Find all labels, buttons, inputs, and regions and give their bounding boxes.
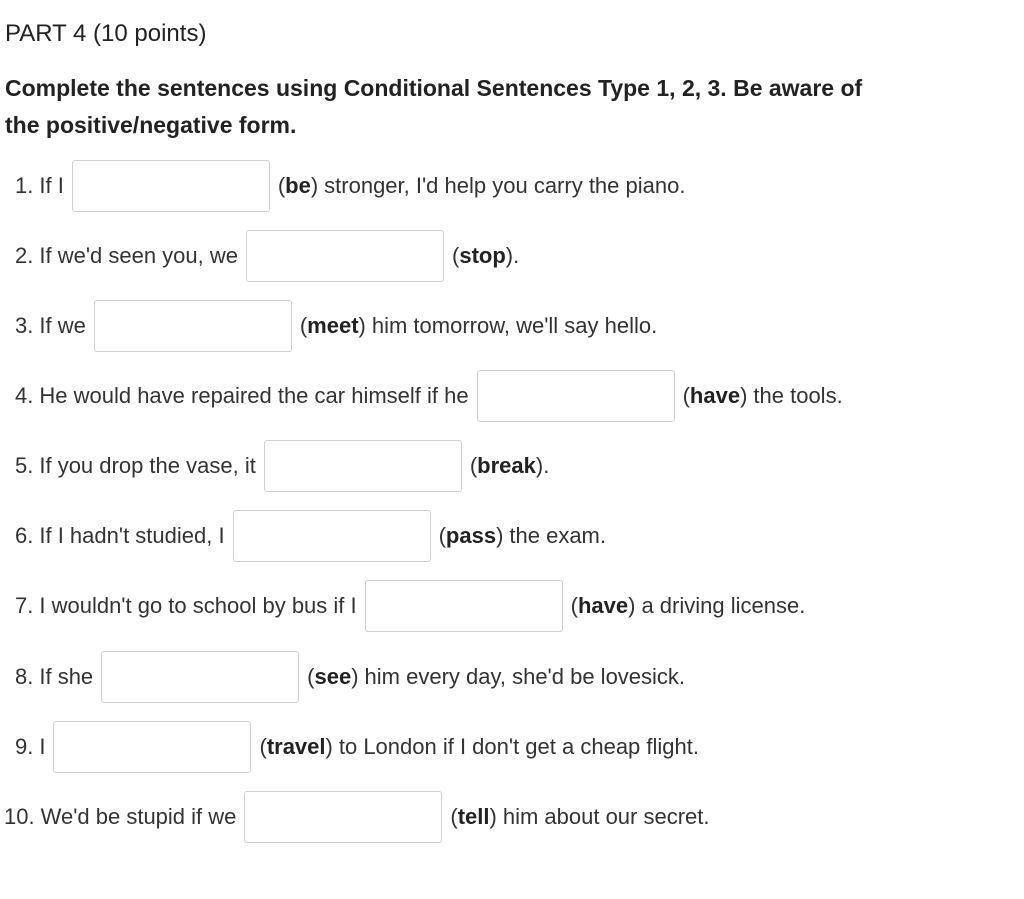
question-text-before: If we'd seen you, we xyxy=(39,243,239,268)
verb-hint: (stop) xyxy=(452,243,514,268)
question-number: 10. xyxy=(4,804,35,829)
verb-hint: (have) xyxy=(570,593,636,618)
question-number: 8. xyxy=(15,664,34,689)
question-number: 7. xyxy=(15,593,34,618)
question-number: 2. xyxy=(15,243,34,268)
question-text-after: him tomorrow, we'll say hello. xyxy=(371,313,658,338)
verb-hint-word: stop xyxy=(459,243,506,268)
verb-hint-word: travel xyxy=(266,734,326,759)
question-text-after: . xyxy=(513,243,520,268)
question-text-before: I wouldn't go to school by bus if I xyxy=(39,593,357,618)
question-8 xyxy=(15,650,685,704)
verb-hint: (meet) xyxy=(299,313,366,338)
question-text-before: He would have repaired the car himself if he xyxy=(39,383,469,408)
question-text-before: If we xyxy=(39,313,86,338)
verb-hint: (tell) xyxy=(450,804,497,829)
question-3 xyxy=(15,299,657,353)
question-number: 3. xyxy=(15,313,34,338)
question-number: 5. xyxy=(15,453,34,478)
answer-input-8[interactable] xyxy=(101,651,299,703)
question-number: 4. xyxy=(15,383,34,408)
question-2 xyxy=(15,229,519,283)
verb-hint-word: have xyxy=(689,383,741,408)
answer-input-2[interactable] xyxy=(246,230,444,282)
question-text-before: If I xyxy=(39,173,64,198)
question-5 xyxy=(15,439,549,493)
answer-input-7[interactable] xyxy=(365,580,563,632)
verb-hint-word: tell xyxy=(457,804,490,829)
question-text-before: If you drop the vase, it xyxy=(39,453,256,478)
verb-hint: (see) xyxy=(307,664,359,689)
answer-input-1[interactable] xyxy=(72,160,270,212)
answer-input-4[interactable] xyxy=(477,370,675,422)
question-1 xyxy=(15,159,685,213)
verb-hint-word: meet xyxy=(307,313,359,338)
verb-hint-word: be xyxy=(285,173,311,198)
question-text-after: stronger, I'd help you carry the piano. xyxy=(324,173,686,198)
question-9 xyxy=(15,720,699,774)
verb-hint-word: pass xyxy=(445,523,497,548)
question-text-before: If she xyxy=(39,664,94,689)
question-6 xyxy=(15,509,606,563)
answer-input-10[interactable] xyxy=(244,791,442,843)
verb-hint: (pass) xyxy=(438,523,504,548)
question-10 xyxy=(4,790,710,844)
verb-hint-word: have xyxy=(577,593,629,618)
verb-hint: (travel) xyxy=(259,734,333,759)
answer-input-3[interactable] xyxy=(94,300,292,352)
question-text-after: him every day, she'd be lovesick. xyxy=(364,664,686,689)
question-7 xyxy=(15,579,805,633)
question-text-after: . xyxy=(543,453,550,478)
verb-hint-word: see xyxy=(314,664,352,689)
verb-hint: (be) xyxy=(277,173,319,198)
question-text-before: If I hadn't studied, I xyxy=(39,523,225,548)
verb-hint: (break) xyxy=(469,453,544,478)
answer-input-9[interactable] xyxy=(53,721,251,773)
question-number: 9. xyxy=(15,734,34,759)
question-number: 6. xyxy=(15,523,34,548)
question-text-after: the tools. xyxy=(753,383,843,408)
answer-input-5[interactable] xyxy=(264,440,462,492)
question-4 xyxy=(15,369,843,423)
question-number: 1. xyxy=(15,173,34,198)
question-text-after: the exam. xyxy=(509,523,606,548)
verb-hint-word: break xyxy=(477,453,536,478)
verb-hint: (have) xyxy=(682,383,748,408)
answer-input-6[interactable] xyxy=(233,510,431,562)
question-text-after: to London if I don't get a cheap flight. xyxy=(338,734,699,759)
part-title: PART 4 (10 points) xyxy=(5,20,207,47)
question-text-after: him about our secret. xyxy=(502,804,710,829)
question-text-before: We'd be stupid if we xyxy=(40,804,237,829)
question-text-after: a driving license. xyxy=(641,593,806,618)
instructions-text: Complete the sentences using Conditional Sentences Type 1, 2, 3. Be aware of the positive/negative form. xyxy=(5,75,863,138)
question-text-before: I xyxy=(39,734,46,759)
